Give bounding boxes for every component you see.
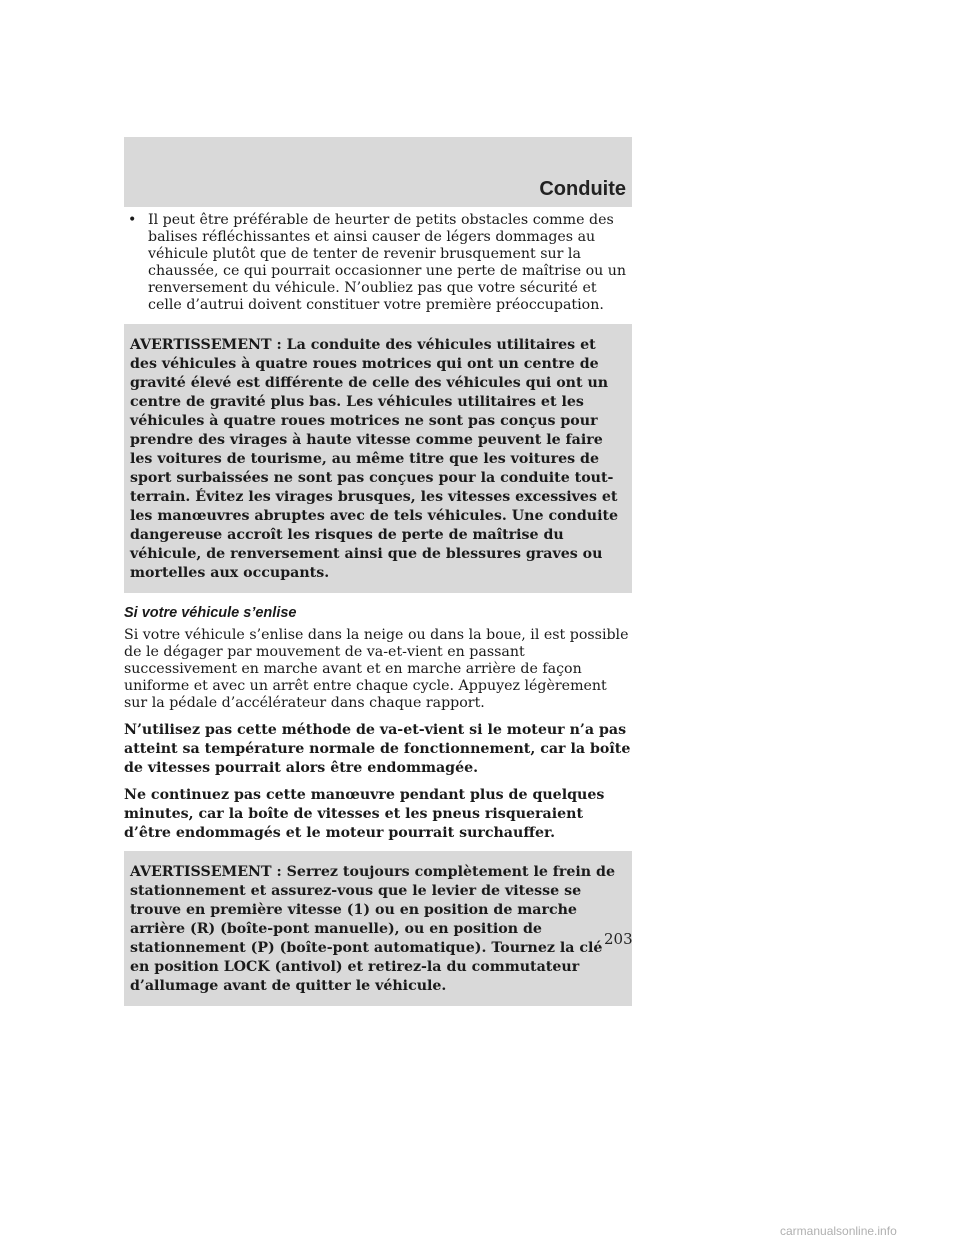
section-heading: Si votre véhicule s’enlise	[124, 605, 297, 621]
page-title: Conduite	[539, 178, 626, 200]
warning-box-parking: AVERTISSEMENT : Serrez toujours complètement le frein de stationnement et assurez-vous que le levier de vitesse se trouve en première vitesse (1) ou en position de marche arrière (R) (boîte-pont manuelle), ou en position de stationnement (P) (boîte-pont automatique). Tournez la clé en position LOCK (antivol) et retirez-la du commutateur d’allumage avant de quitter le véhicule.	[124, 851, 632, 1006]
warning-box-center-of-gravity: AVERTISSEMENT : La conduite des véhicules utilitaires et des véhicules à quatre roues motrices qui ont un centre de gravité élevé est différente de celle des véhicules qui ont un centre de gravité plus bas. Les véhicules utilitaires et les véhicules à quatre roues motrices ne sont pas conçus pour prendre des virages à haute vitesse comme peuvent le faire les voitures de tourisme, au même titre que les voitures de sport surbaissées ne sont pas conçues pour la conduite tout-terrain. Évitez les virages brusques, les vitesses excessives et les manœuvres abruptes avec de tels véhicules. Une conduite dangereuse accroît les risques de perte de maîtrise du véhicule, de renversement ainsi que de blessures graves ou mortelles aux occupants.	[124, 324, 632, 593]
page-number: 203	[604, 930, 633, 948]
paragraph-rocking: Si votre véhicule s’enlise dans la neige ou dans la boue, il est possible de le dégager par mouvement de va-et-vient en passant successivement en marche avant et en marche arrière de façon uniforme et avec un arrêt entre chaque cycle. Appuyez légèrement sur la pédale d’accélérateur dans chaque rapport.	[124, 627, 629, 711]
bullet-text: Il peut être préférable de heurter de petits obstacles comme des balises réfléchissantes et ainsi causer de légers dommages au véhicule plutôt que de tenter de revenir brusquement sur la chaussée, ce qui pourrait occasionner une perte de maîtrise ou un renversement du véhicule. N’oubliez pas que votre sécurité et celle d’autrui doivent constituer votre première préoccupation.	[148, 212, 627, 313]
bullet-mark: •	[128, 212, 137, 228]
page-content	[124, 212, 632, 1018]
header-band	[124, 137, 632, 207]
bullet-item	[128, 212, 632, 314]
paragraph-engine-warning: N’utilisez pas cette méthode de va-et-vient si le moteur n’a pas atteint sa température normale de fonctionnement, car la boîte de vitesses pourrait alors être endommagée.	[124, 722, 631, 776]
watermark: carmanualsonline.info	[780, 1224, 897, 1238]
paragraph-duration-warning: Ne continuez pas cette manœuvre pendant plus de quelques minutes, car la boîte de vitesses et les pneus risqueraient d’être endommagés et le moteur pourrait surchauffer.	[124, 787, 605, 841]
